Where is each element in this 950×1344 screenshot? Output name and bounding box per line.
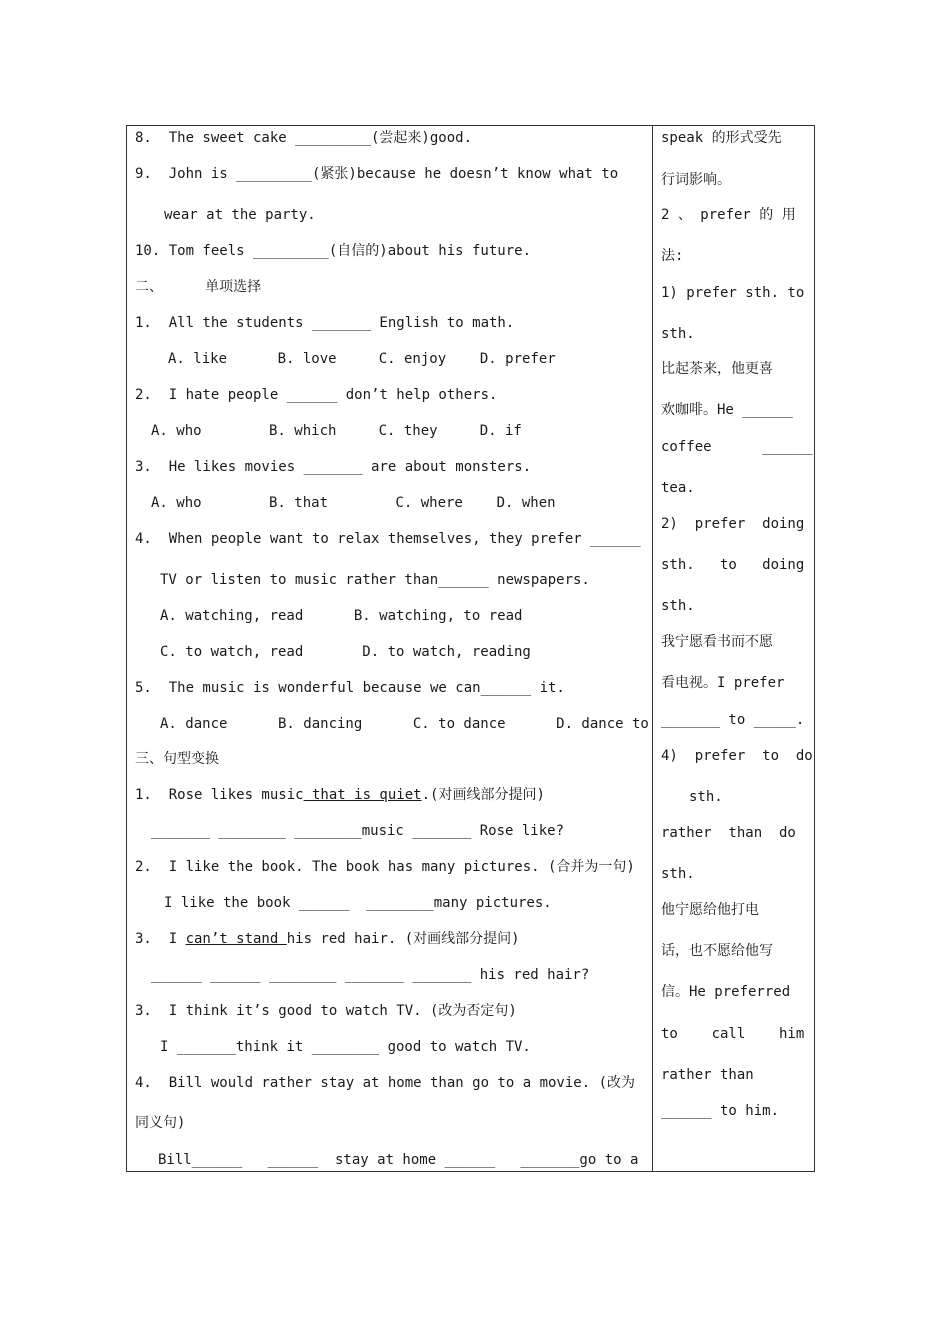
note-line: sth.	[661, 598, 695, 614]
note-line: sth. to doing	[661, 557, 805, 573]
mc-question-4: 4. When people want to relax themselves, they prefer ______	[135, 531, 641, 547]
note-line: sth.	[661, 866, 695, 882]
column-divider	[652, 126, 653, 1171]
note-line: 欢咖啡。He ______	[661, 402, 793, 418]
mc-question-5: 5. The music is wonderful because we can______ it.	[135, 680, 565, 696]
note-line: sth.	[661, 326, 695, 342]
transform-question-2: 2. I like the book. The book has many pictures. (合并为一句)	[135, 859, 635, 875]
note-line: 信。He preferred	[661, 984, 791, 1000]
transform-question-3: 3. I can’t stand his red hair. (对画线部分提问)	[135, 931, 520, 947]
question-10: 10. Tom feels _________(自信的)about his future.	[135, 243, 532, 259]
note-line: to call him	[661, 1026, 805, 1042]
note-line: _______ to _____.	[661, 712, 805, 728]
note-line: coffee ______	[661, 439, 813, 455]
note-heading-prefer: 2 、 prefer 的 用	[661, 207, 796, 223]
mc-options-5: A. dance B. dancing C. to dance D. dance to	[160, 716, 649, 732]
mc-options-4a: A. watching, read B. watching, to read	[160, 608, 523, 624]
note-line: 行词影响。	[661, 172, 731, 188]
note-line: 1) prefer sth. to	[661, 285, 805, 301]
underlined-phrase: can’t stand	[185, 931, 287, 947]
note-line: 2) prefer doing	[661, 516, 805, 532]
mc-options-3: A. who B. that C. where D. when	[151, 495, 556, 511]
transform-answer-3: ______ ______ ________ _______ _______ his red hair?	[151, 967, 590, 983]
transform-question-3b: 3. I think it’s good to watch TV. (改为否定句)	[135, 1003, 517, 1019]
note-line: sth.	[689, 789, 723, 805]
transform-answer-2: I like the book ______ ________many pictures.	[164, 895, 552, 911]
note-line: 比起茶来，他更喜	[661, 361, 773, 377]
note-line: tea.	[661, 480, 695, 496]
section-2-heading: 二、 单项选择	[135, 279, 262, 295]
note-line: 话，也不愿给他写	[661, 943, 773, 959]
note-line: 他宁愿给他打电	[661, 902, 759, 918]
note-line: 看电视。I prefer	[661, 675, 785, 691]
underlined-phrase: that is quiet	[303, 787, 422, 803]
note-line: 4) prefer to do	[661, 748, 813, 764]
transform-question-1: 1. Rose likes music that is quiet.(对画线部分提问)	[135, 787, 545, 803]
mc-question-3: 3. He likes movies _______ are about monsters.	[135, 459, 532, 475]
question-8: 8. The sweet cake _________(尝起来)good.	[135, 130, 473, 146]
mc-question-2: 2. I hate people ______ don’t help others.	[135, 387, 498, 403]
note-line: ______ to him.	[661, 1103, 780, 1119]
mc-question-4-cont: TV or listen to music rather than______ newspapers.	[160, 572, 590, 588]
mc-options-4b: C. to watch, read D. to watch, reading	[160, 644, 531, 660]
question-9: 9. John is _________(紧张)because he doesn’t know what to	[135, 166, 619, 182]
transform-answer-3b: I _______think it ________ good to watch TV.	[160, 1039, 531, 1055]
note-line: rather than	[661, 1067, 754, 1083]
section-3-heading: 三、句型变换	[135, 751, 219, 767]
transform-question-4-cont: 同义句)	[135, 1115, 186, 1131]
transform-answer-4: Bill______ ______ stay at home ______ _______go to a	[158, 1152, 639, 1168]
mc-options-2: A. who B. which C. they D. if	[151, 423, 522, 439]
question-9-cont: wear at the party.	[164, 207, 316, 223]
mc-options-1: A. like B. love C. enjoy D. prefer	[168, 351, 556, 367]
note-line: speak 的形式受先	[661, 130, 782, 146]
note-line: 我宁愿看书而不愿	[661, 634, 773, 650]
mc-question-1: 1. All the students _______ English to math.	[135, 315, 515, 331]
note-line: rather than do	[661, 825, 796, 841]
transform-answer-1: _______ ________ ________music _______ Rose like?	[151, 823, 565, 839]
transform-question-4: 4. Bill would rather stay at home than go to a movie. (改为	[135, 1075, 636, 1091]
note-line: 法:	[661, 248, 684, 264]
